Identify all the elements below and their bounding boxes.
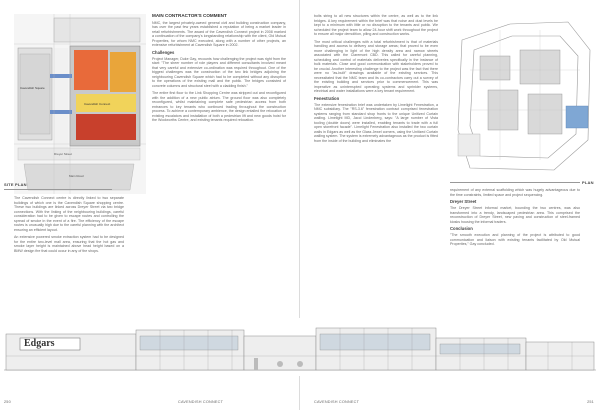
right-footer-title: CAVENDISH CONNECT xyxy=(314,400,360,404)
conclusion-heading: Conclusion xyxy=(450,226,473,231)
left-footer-title: CAVENDISH CONNECT xyxy=(178,400,224,404)
site-plan-svg xyxy=(14,14,146,194)
dreyer-street-text: The Dreyer Street informal market, bounding the two centres, was also transformed into a trendy, landscaped pedestrian area. This comprised the reconstruction of Dreyer Street, new paving and construction of steel-framed kiosks housing the informal traders. xyxy=(450,206,580,224)
plan-label-main-road: Main Road xyxy=(69,174,84,178)
elevation-svg xyxy=(0,318,600,376)
main-contractor-p2: Project Manager, Duke Gay, recounts how challenging the project was right from the start: "The sheer number of role players and different consultants involved meant that very careful and extensive co-ordination was required throughout. One of the biggest challenges was the construction of the two link bridges adjoining the neighbouring Cavendish Square which had to be completed without any disruption to the operations of the existing mall and the public. The bridges consisted of concrete columns and structural steel with a cladding finish." xyxy=(152,56,286,88)
intro-paragraph: The Cavendish Connect centre is directly linked to two separate buildings of which one is the Cavendish Square shopping centre. These two buildings are linked across Dreyer Street via two bridge connections. With the linking of the neighbouring buildings, careful consideration had to be given to escape routes and controlling the spread of smoke in the event of a fire. The efficiency of the escape routes is unusually high due to the careful planning with the architect ensuring an efficient layout. xyxy=(14,196,124,232)
main-contractor-column xyxy=(152,14,286,126)
site-plan-drawing xyxy=(14,14,146,194)
plan-drawing xyxy=(450,10,596,178)
right-column-1 xyxy=(314,14,438,146)
left-intro-column xyxy=(14,196,124,256)
right-page-number: 251 xyxy=(587,400,594,404)
right-col1-p1: bolts string to all new structures within the centre, as well as to the link bridges. A key requirement within the brief was that noise and dust levels be kept to a minimum with little or no disruption to the tenants and public. We scheduled the project team to allow 24-hour shift work throughout the project to ensure all major demolition, piling and construction works. xyxy=(314,14,438,36)
intro-paragraph-2: An extensive powered smoke extraction system had to be designed for the entire two-level mall area, ensuring that the hot gas and smoke layer height is maintained above head height based on a BMW design fire that could occur in any of the shops. xyxy=(14,235,124,253)
site-plan-label: SITE PLAN xyxy=(4,182,27,187)
main-contractor-p3: The entire first floor to the Link Shopping Centre was stripped out and reconfigured with the addition of a new public atrium. The ground floor was also completely reconfigured, whilst maintaining complete safe pedestrian access from both entrances to key tenants who continued trading throughout the construction process. To achieve a contemporary ambience, the design entailed the relocation of existing escalators and installation of both a pedestrian lift and new goods hoist for the Woolworths Centre, and existing tenants required relocation. xyxy=(152,91,286,122)
plan-label-cavendish-connect: Cavendish Connect xyxy=(84,102,111,106)
right-col2-p1: requirement of any external scaffolding which was hugely advantageous due to the time constraints, limited space and project sequencing. xyxy=(450,188,580,197)
plan-label: PLAN xyxy=(582,180,594,185)
dreyer-street-heading: Dreyer Street xyxy=(450,199,477,204)
edgars-sign: Edgars xyxy=(24,338,55,349)
fenestration-text: The extensive fenestration brief was undertaken by Limelight Fenestration, a NMC subsidiary. The "RS-3.6" fenestration contract comprised fenestration systems ranging from standard shop fronts to the unique Unitized Curtain walling. Limelight MD, Jacci Lindenberg, says: "A large number of Vista tooling (double doors) were installed, enabling tenants to trade with a full open storefront facade". Limelight Fenestration also installed the two curtain walls in Edgars as well as the Glass Jewel corners, using the Unitized Curtain walling system. The system is extremely advantageous as the product is fitted from the inside of the building and eliminates the xyxy=(314,102,438,143)
plan-svg xyxy=(450,10,596,178)
right-divider-rule xyxy=(450,182,580,183)
plan-label-cavendish-square: Cavendish Square xyxy=(20,86,45,90)
main-contractor-heading: MAIN CONTRACTOR'S COMMENT xyxy=(152,13,227,18)
right-column-2 xyxy=(450,188,580,250)
main-contractor-p1: NMC, the largest privately-owned general civil and building construction company, has over the past few years established a reputation of being a market leader in retail refurbishments. The award of the Cavendish Connect project in 2008 marked a continuation of the company's longstanding relationship with the client, Old Mutual Properties, for whom NMC executed, along with a number of other projects, an extensive refurbishment at Cavendish Square in 2002. xyxy=(152,20,286,47)
fenestration-heading: Fenestration xyxy=(314,95,340,101)
plan-label-dreyer: Dreyer Street xyxy=(54,152,72,156)
building-elevation xyxy=(0,318,600,376)
left-divider-rule xyxy=(4,189,112,190)
right-col1-p2: The most critical challenges with a total refurbishment is that of materials handling and access to delivery and storage areas; that proved to be even more challenging in light of the high density area and narrow streets associated with the Claremont CBD. This called for careful planning, scheduling and control of materials deliveries specifically in the instance of bulk materials. Close and good communication with stakeholders proved to be crucial. Another interesting challenge to the project was the fact that there were no "as-built" drawings available of the existing services. This necessitated that the NMC team and its co-contractors carry out a survey of the existing building and services prior to commencement. This was imperative as uninterrupted operating systems and sprinkler systems, electrical and water installations were a key tenant requirement. xyxy=(314,39,438,93)
conclusion-text: "The smooth execution and planning of the project is attributed to good communication and liaison with existing tenants facilitated by Old Mutual Properties," Gay concluded. xyxy=(450,233,580,246)
left-page-number: 250 xyxy=(4,400,11,404)
challenges-heading: Challenges xyxy=(152,49,175,55)
